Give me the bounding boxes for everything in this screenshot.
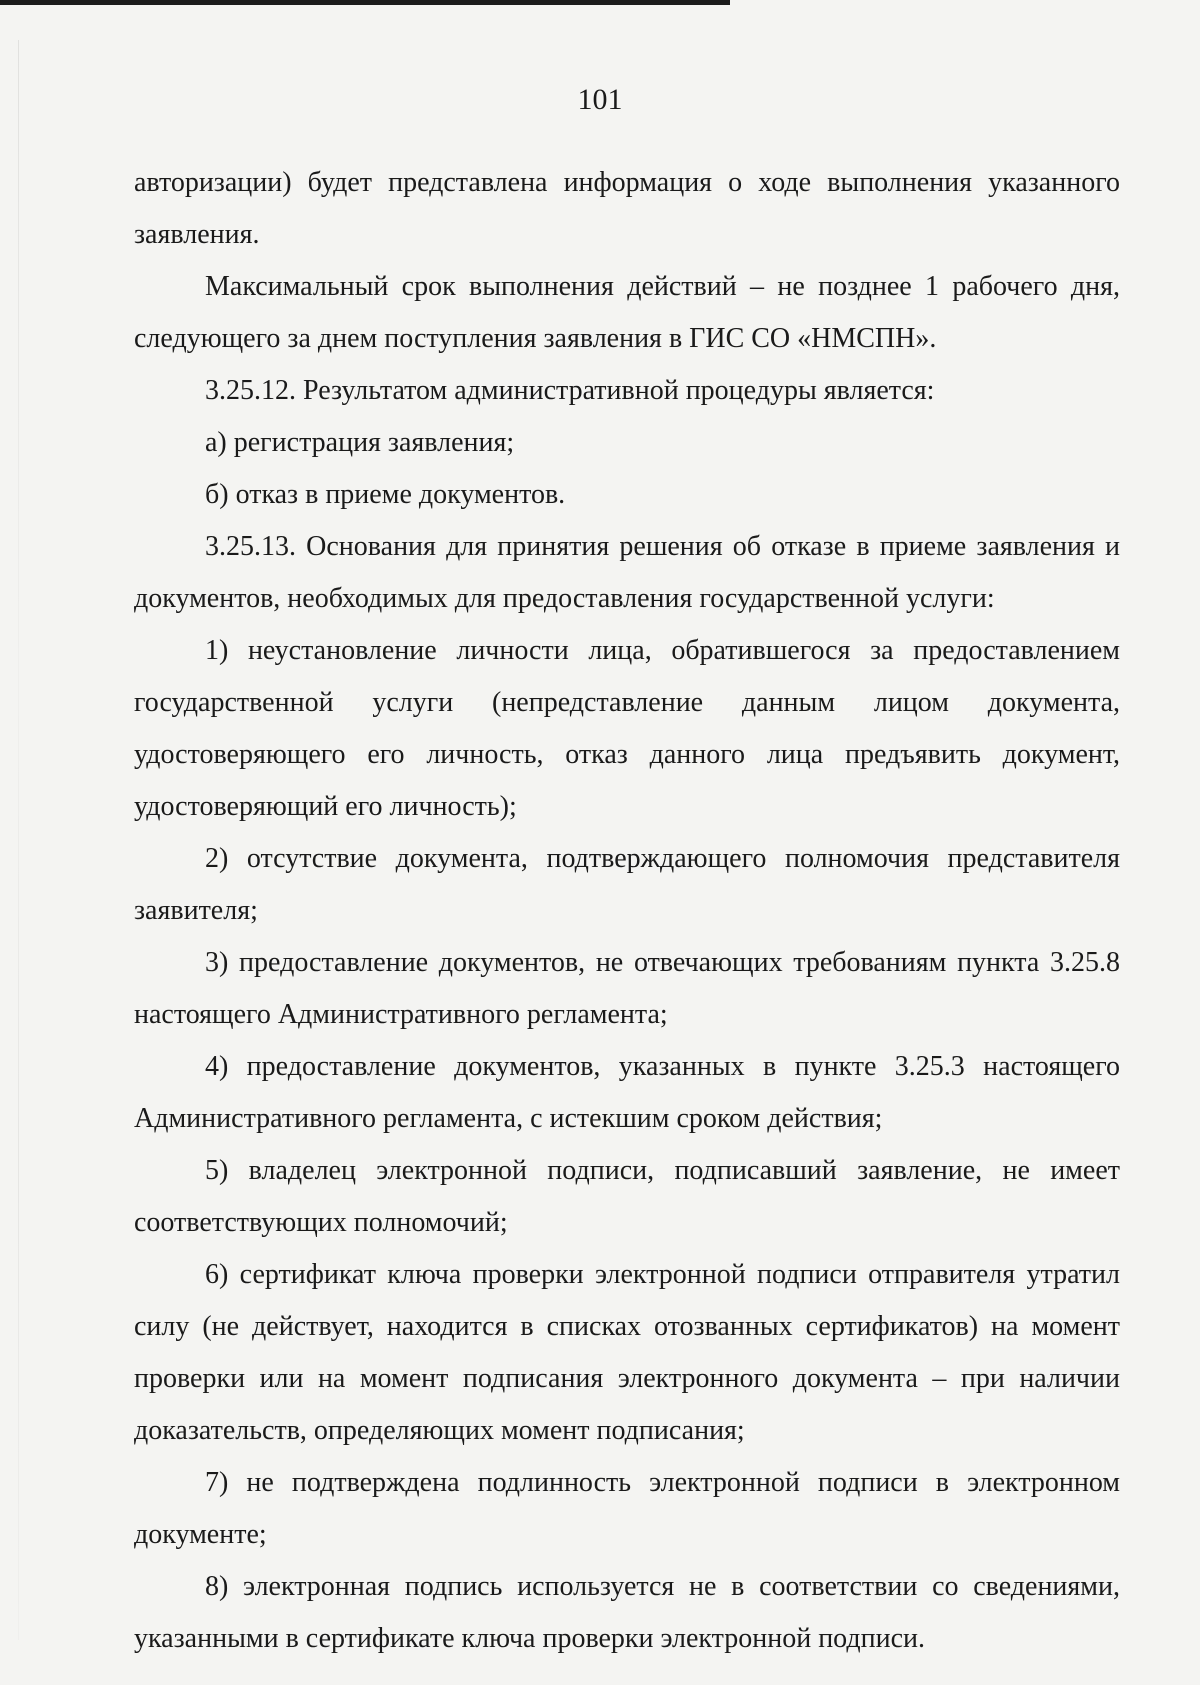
list-item: 6) сертификат ключа проверки электронной подписи отправителя утратил силу (не действует, находится в списках отозванных сертификатов) на момент проверки или на момент подписания электронного документа – при наличии доказательств, определяющих момент подписания; <box>134 1259 1120 1446</box>
paragraph: 3.25.13. Основания для принятия решения об отказе в приеме заявления и документов, необходимых для предоставления государственной услуги: <box>134 531 1120 614</box>
paragraph: а) регистрация заявления; <box>205 427 515 458</box>
scan-top-edge <box>0 0 730 5</box>
paragraph: 3.25.12. Результатом административной процедуры является: <box>205 375 935 406</box>
page-number: 101 <box>577 83 623 116</box>
paragraph: б) отказ в приеме документов. <box>205 479 566 510</box>
scan-left-edge <box>18 40 19 1640</box>
list-item: 7) не подтверждена подлинность электронной подписи в электронном документе; <box>134 1467 1120 1550</box>
document-body <box>134 157 1120 1665</box>
paragraph: авторизации) будет представлена информация о ходе выполнения указанного заявления. <box>134 167 1120 250</box>
list-item: 1) неустановление личности лица, обратившегося за предоставлением государственной услуги (непредставление данным лицом документа, удостоверяющего его личность, отказ данного лица предъявить документ, удостоверяющий его личность); <box>134 635 1120 822</box>
list-item: 3) предоставление документов, не отвечающих требованиям пункта 3.25.8 настоящего Административного регламента; <box>134 947 1120 1030</box>
list-item: 2) отсутствие документа, подтверждающего полномочия представителя заявителя; <box>134 843 1120 926</box>
list-item: 4) предоставление документов, указанных в пункте 3.25.3 настоящего Административного регламента, с истекшим сроком действия; <box>134 1051 1120 1134</box>
list-item: 5) владелец электронной подписи, подписавший заявление, не имеет соответствующих полномочий; <box>134 1155 1120 1238</box>
list-item: 8) электронная подпись используется не в соответствии со сведениями, указанными в сертификате ключа проверки электронной подписи. <box>134 1571 1120 1654</box>
paragraph: Максимальный срок выполнения действий – не позднее 1 рабочего дня, следующего за днем поступления заявления в ГИС СО «НМСПН». <box>134 271 1120 354</box>
